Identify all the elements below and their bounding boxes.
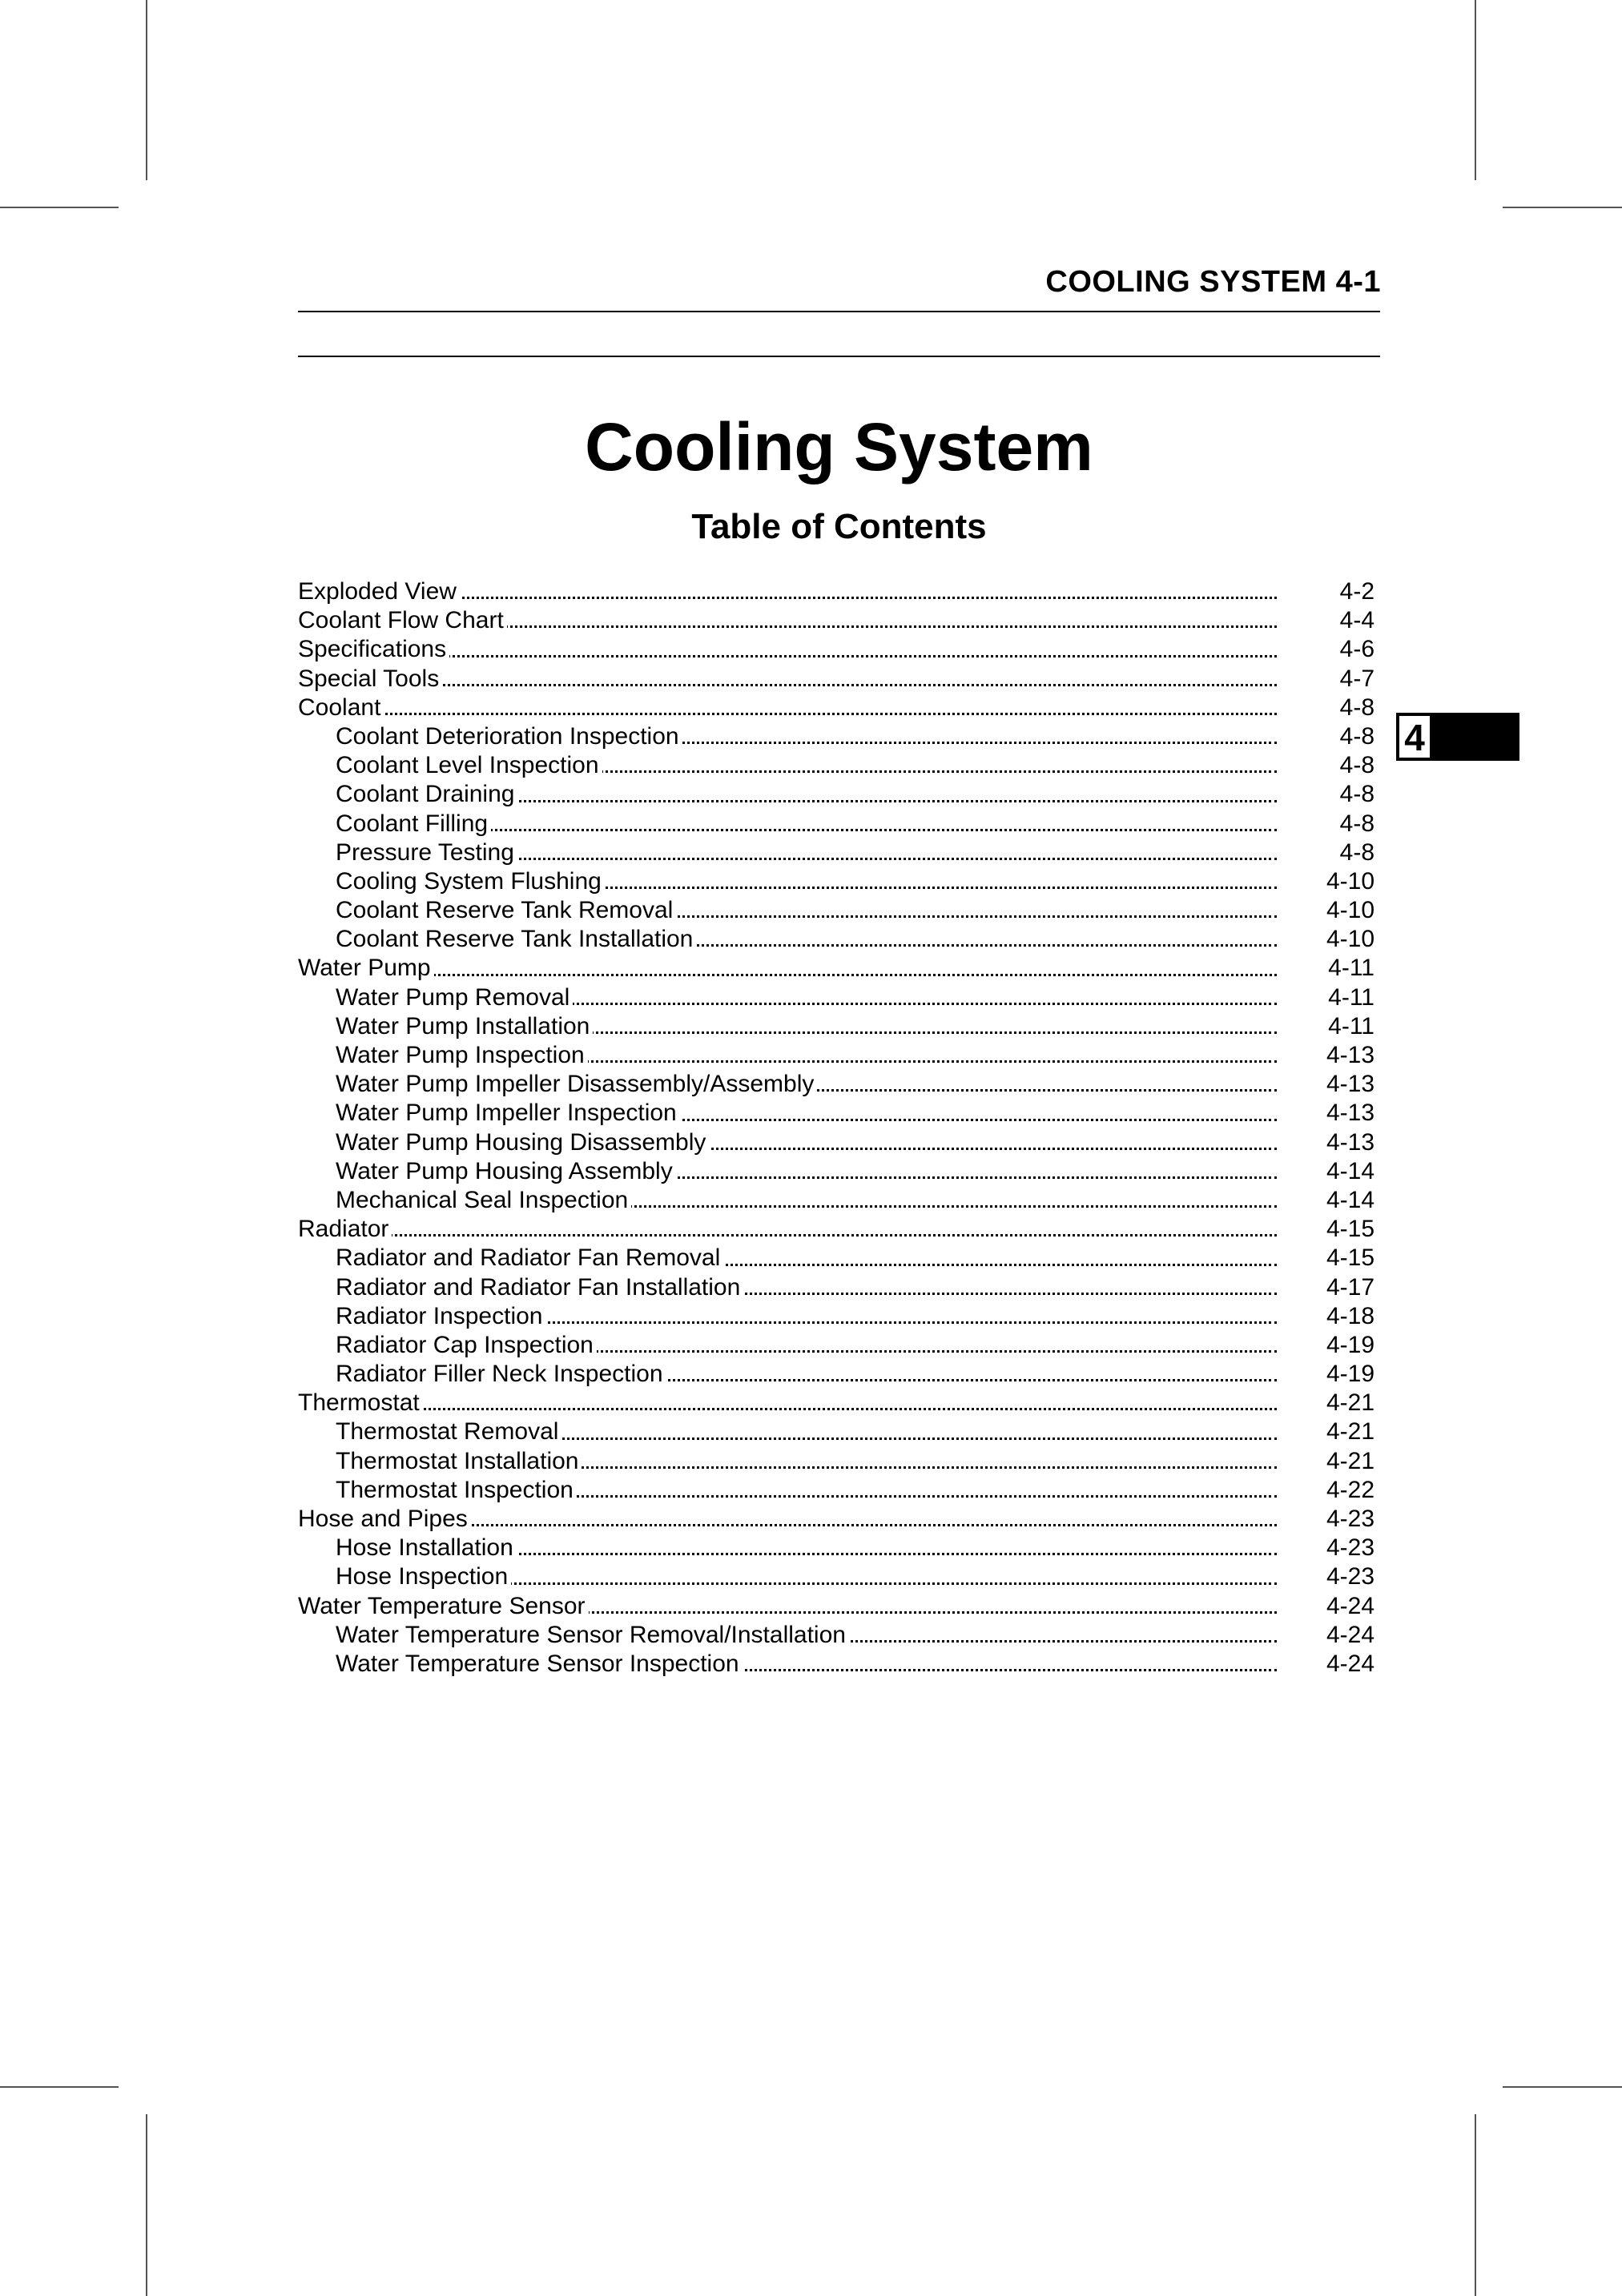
toc-entry-label: Water Pump Housing Disassembly bbox=[336, 1129, 709, 1156]
toc-entry-title bbox=[336, 867, 1277, 896]
toc-entry-title bbox=[336, 1186, 1277, 1215]
toc-page-number: 4-23 bbox=[1326, 1563, 1374, 1590]
crop-mark bbox=[146, 2114, 147, 2296]
toc-entry[interactable] bbox=[298, 606, 1374, 635]
toc-entry-label: Radiator Filler Neck Inspection bbox=[336, 1361, 666, 1387]
toc-page-number: 4-11 bbox=[1328, 955, 1374, 982]
crop-mark bbox=[146, 0, 147, 180]
toc-entry[interactable] bbox=[298, 1505, 1374, 1534]
toc-entry[interactable] bbox=[298, 1302, 1374, 1331]
toc-entry[interactable] bbox=[298, 722, 1374, 751]
toc-entry[interactable] bbox=[298, 1592, 1374, 1621]
toc-entry-title bbox=[336, 1128, 1277, 1157]
toc-page-number: 4-23 bbox=[1326, 1534, 1374, 1562]
toc-entry-title bbox=[336, 1302, 1277, 1331]
toc-entry-label: Hose and Pipes bbox=[298, 1506, 471, 1532]
toc-entry-label: Water Pump Impeller Disassembly/Assembly bbox=[336, 1071, 817, 1097]
toc-entry-label: Thermostat Inspection bbox=[336, 1477, 577, 1503]
toc-page-number: 4-4 bbox=[1339, 607, 1374, 634]
toc-page-number: 4-21 bbox=[1326, 1418, 1374, 1446]
toc-entry[interactable] bbox=[298, 1650, 1374, 1679]
toc-entry-title bbox=[298, 1592, 1277, 1621]
toc-entry-label: Coolant Reserve Tank Installation bbox=[336, 926, 696, 952]
toc-entry-title bbox=[336, 1447, 1277, 1476]
toc-entry-label: Water Pump Inspection bbox=[336, 1042, 588, 1068]
toc-entry-title bbox=[336, 1534, 1277, 1562]
toc-entry-label: Thermostat Installation bbox=[336, 1448, 582, 1474]
toc-entry[interactable] bbox=[298, 1157, 1374, 1186]
toc-entry[interactable] bbox=[298, 1215, 1374, 1244]
toc-entry[interactable] bbox=[298, 925, 1374, 954]
toc-page-number: 4-10 bbox=[1326, 926, 1374, 953]
toc-page-number: 4-15 bbox=[1326, 1216, 1374, 1243]
toc-entry-label: Water Pump bbox=[298, 955, 434, 981]
toc-entry-title bbox=[336, 1650, 1277, 1679]
toc-entry-label: Water Pump Removal bbox=[336, 984, 573, 1011]
table-of-contents bbox=[298, 577, 1374, 1679]
toc-page-number: 4-19 bbox=[1326, 1331, 1374, 1358]
toc-page-number: 4-21 bbox=[1326, 1447, 1374, 1474]
toc-page-number: 4-13 bbox=[1326, 1100, 1374, 1127]
toc-page-number: 4-8 bbox=[1339, 838, 1374, 866]
page-title: Cooling System bbox=[585, 409, 1093, 485]
toc-page-number: 4-10 bbox=[1326, 897, 1374, 924]
toc-entry-title bbox=[336, 983, 1277, 1012]
toc-entry[interactable] bbox=[298, 751, 1374, 780]
toc-entry[interactable] bbox=[298, 954, 1374, 983]
toc-entry-label: Water Pump Impeller Inspection bbox=[336, 1100, 680, 1126]
toc-entry-title bbox=[336, 1070, 1277, 1099]
toc-entry[interactable] bbox=[298, 1417, 1374, 1446]
crop-mark bbox=[1475, 0, 1476, 180]
toc-entry-label: Coolant bbox=[298, 694, 384, 721]
toc-entry-label: Special Tools bbox=[298, 665, 442, 692]
toc-page-number: 4-10 bbox=[1326, 867, 1374, 895]
toc-entry[interactable] bbox=[298, 1389, 1374, 1417]
toc-entry-label: Thermostat Removal bbox=[336, 1418, 561, 1445]
toc-entry-label: Hose Installation bbox=[336, 1534, 517, 1561]
toc-entry-title bbox=[298, 694, 1277, 722]
toc-entry[interactable] bbox=[298, 867, 1374, 896]
chapter-tab bbox=[1396, 713, 1519, 761]
toc-entry-label: Coolant Draining bbox=[336, 781, 517, 807]
toc-entry[interactable] bbox=[298, 1041, 1374, 1070]
crop-mark bbox=[0, 2086, 119, 2088]
toc-entry[interactable] bbox=[298, 1012, 1374, 1041]
toc-page-number: 4-2 bbox=[1339, 578, 1374, 605]
toc-page-number: 4-19 bbox=[1326, 1361, 1374, 1388]
toc-page-number: 4-11 bbox=[1328, 983, 1374, 1011]
toc-entry-title bbox=[336, 925, 1277, 954]
crop-mark bbox=[1503, 2086, 1622, 2088]
toc-entry[interactable] bbox=[298, 1099, 1374, 1128]
toc-page-number: 4-8 bbox=[1339, 810, 1374, 837]
toc-entry[interactable] bbox=[298, 1128, 1374, 1157]
toc-entry-title bbox=[336, 1157, 1277, 1186]
toc-entry[interactable] bbox=[298, 780, 1374, 809]
toc-entry[interactable] bbox=[298, 810, 1374, 838]
toc-entry-title bbox=[336, 1476, 1277, 1505]
toc-page-number: 4-13 bbox=[1326, 1042, 1374, 1068]
toc-entry[interactable] bbox=[298, 1273, 1374, 1302]
toc-page-number: 4-17 bbox=[1326, 1273, 1374, 1301]
toc-entry-title bbox=[336, 1621, 1277, 1650]
toc-entry-title bbox=[336, 1012, 1277, 1041]
toc-page-number: 4-14 bbox=[1326, 1186, 1374, 1213]
crop-mark bbox=[1475, 2114, 1476, 2296]
toc-page-number: 4-14 bbox=[1326, 1157, 1374, 1184]
toc-entry-title bbox=[298, 665, 1277, 694]
toc-page-number: 4-21 bbox=[1326, 1389, 1374, 1417]
toc-entry-title bbox=[298, 954, 1277, 983]
toc-entry[interactable] bbox=[298, 635, 1374, 664]
toc-page-number: 4-23 bbox=[1326, 1506, 1374, 1532]
toc-page-number: 4-24 bbox=[1326, 1592, 1374, 1619]
toc-entry-title bbox=[336, 838, 1277, 867]
toc-entry-label: Water Pump Housing Assembly bbox=[336, 1158, 676, 1184]
toc-entry-title bbox=[336, 1273, 1277, 1302]
toc-entry-label: Radiator Cap Inspection bbox=[336, 1332, 597, 1358]
toc-entry[interactable] bbox=[298, 577, 1374, 606]
toc-entry[interactable] bbox=[298, 1447, 1374, 1476]
chapter-number: 4 bbox=[1399, 715, 1431, 758]
toc-entry-label: Radiator bbox=[298, 1216, 392, 1242]
toc-page-number: 4-11 bbox=[1328, 1012, 1374, 1039]
toc-entry-label: Coolant Flow Chart bbox=[298, 607, 507, 633]
toc-entry-title bbox=[336, 1244, 1277, 1273]
toc-entry-label: Radiator and Radiator Fan Removal bbox=[336, 1245, 723, 1271]
running-header: COOLING SYSTEM 4-1 bbox=[1045, 265, 1381, 299]
toc-page-number: 4-13 bbox=[1326, 1071, 1374, 1098]
toc-entry-title bbox=[336, 751, 1277, 780]
toc-page-number: 4-6 bbox=[1339, 636, 1374, 663]
toc-page-number: 4-8 bbox=[1339, 752, 1374, 779]
toc-entry-label: Coolant Filling bbox=[336, 810, 491, 837]
toc-entry[interactable] bbox=[298, 896, 1374, 925]
toc-entry-title bbox=[336, 1360, 1277, 1389]
toc-entry-label: Water Temperature Sensor Inspection bbox=[336, 1651, 743, 1677]
toc-entry[interactable] bbox=[298, 1070, 1374, 1099]
toc-entry-title bbox=[336, 810, 1277, 838]
toc-entry-title bbox=[336, 722, 1277, 751]
toc-entry[interactable] bbox=[298, 1562, 1374, 1591]
title-rule bbox=[298, 356, 1380, 357]
toc-entry-label: Coolant Deterioration Inspection bbox=[336, 723, 682, 750]
toc-entry-label: Water Pump Installation bbox=[336, 1013, 593, 1039]
toc-entry[interactable] bbox=[298, 1331, 1374, 1360]
toc-entry-label: Thermostat bbox=[298, 1389, 423, 1416]
toc-entry-title bbox=[298, 1505, 1277, 1534]
toc-page-number: 4-8 bbox=[1339, 722, 1374, 750]
toc-entry-title bbox=[336, 896, 1277, 925]
toc-entry-label: Hose Inspection bbox=[336, 1563, 511, 1590]
toc-entry[interactable] bbox=[298, 1186, 1374, 1215]
toc-page-number: 4-13 bbox=[1326, 1128, 1374, 1156]
toc-entry-label: Coolant Level Inspection bbox=[336, 752, 602, 778]
toc-page-number: 4-22 bbox=[1326, 1476, 1374, 1503]
toc-entry-label: Water Temperature Sensor bbox=[298, 1593, 589, 1619]
toc-entry[interactable] bbox=[298, 1360, 1374, 1389]
toc-entry-label: Coolant Reserve Tank Removal bbox=[336, 897, 676, 923]
toc-entry-title bbox=[298, 606, 1277, 635]
toc-entry-title bbox=[298, 1215, 1277, 1244]
toc-entry-label: Radiator and Radiator Fan Installation bbox=[336, 1274, 743, 1301]
toc-page-number: 4-18 bbox=[1326, 1302, 1374, 1329]
toc-entry-label: Cooling System Flushing bbox=[336, 868, 605, 895]
crop-mark bbox=[0, 207, 119, 208]
toc-entry[interactable] bbox=[298, 1244, 1374, 1273]
toc-entry-title bbox=[336, 780, 1277, 809]
toc-entry-title bbox=[298, 635, 1277, 664]
toc-page-number: 4-7 bbox=[1339, 665, 1374, 692]
toc-page-number: 4-24 bbox=[1326, 1650, 1374, 1677]
toc-entry-title bbox=[298, 1389, 1277, 1417]
toc-heading: Table of Contents bbox=[691, 507, 987, 546]
toc-entry-title bbox=[336, 1331, 1277, 1360]
toc-page-number: 4-8 bbox=[1339, 694, 1374, 721]
toc-page-number: 4-8 bbox=[1339, 781, 1374, 808]
toc-entry-title bbox=[298, 577, 1277, 606]
toc-entry[interactable] bbox=[298, 983, 1374, 1012]
toc-entry-label: Exploded View bbox=[298, 578, 460, 605]
toc-entry-title bbox=[336, 1041, 1277, 1070]
toc-entry[interactable] bbox=[298, 1621, 1374, 1650]
toc-page-number: 4-15 bbox=[1326, 1245, 1374, 1272]
toc-page-number: 4-24 bbox=[1326, 1621, 1374, 1648]
crop-mark bbox=[1503, 207, 1622, 208]
toc-entry[interactable] bbox=[298, 665, 1374, 694]
toc-entry-label: Specifications bbox=[298, 636, 449, 662]
toc-entry[interactable] bbox=[298, 694, 1374, 722]
toc-entry[interactable] bbox=[298, 1476, 1374, 1505]
toc-entry[interactable] bbox=[298, 1534, 1374, 1562]
header-rule bbox=[298, 311, 1380, 312]
toc-entry-label: Radiator Inspection bbox=[336, 1303, 546, 1329]
toc-entry-label: Mechanical Seal Inspection bbox=[336, 1187, 631, 1213]
toc-entry-title bbox=[336, 1417, 1277, 1446]
toc-entry-label: Pressure Testing bbox=[336, 839, 517, 866]
toc-entry-title bbox=[336, 1099, 1277, 1128]
toc-entry-label: Water Temperature Sensor Removal/Installation bbox=[336, 1622, 849, 1648]
toc-entry[interactable] bbox=[298, 838, 1374, 867]
toc-entry-title bbox=[336, 1562, 1277, 1591]
